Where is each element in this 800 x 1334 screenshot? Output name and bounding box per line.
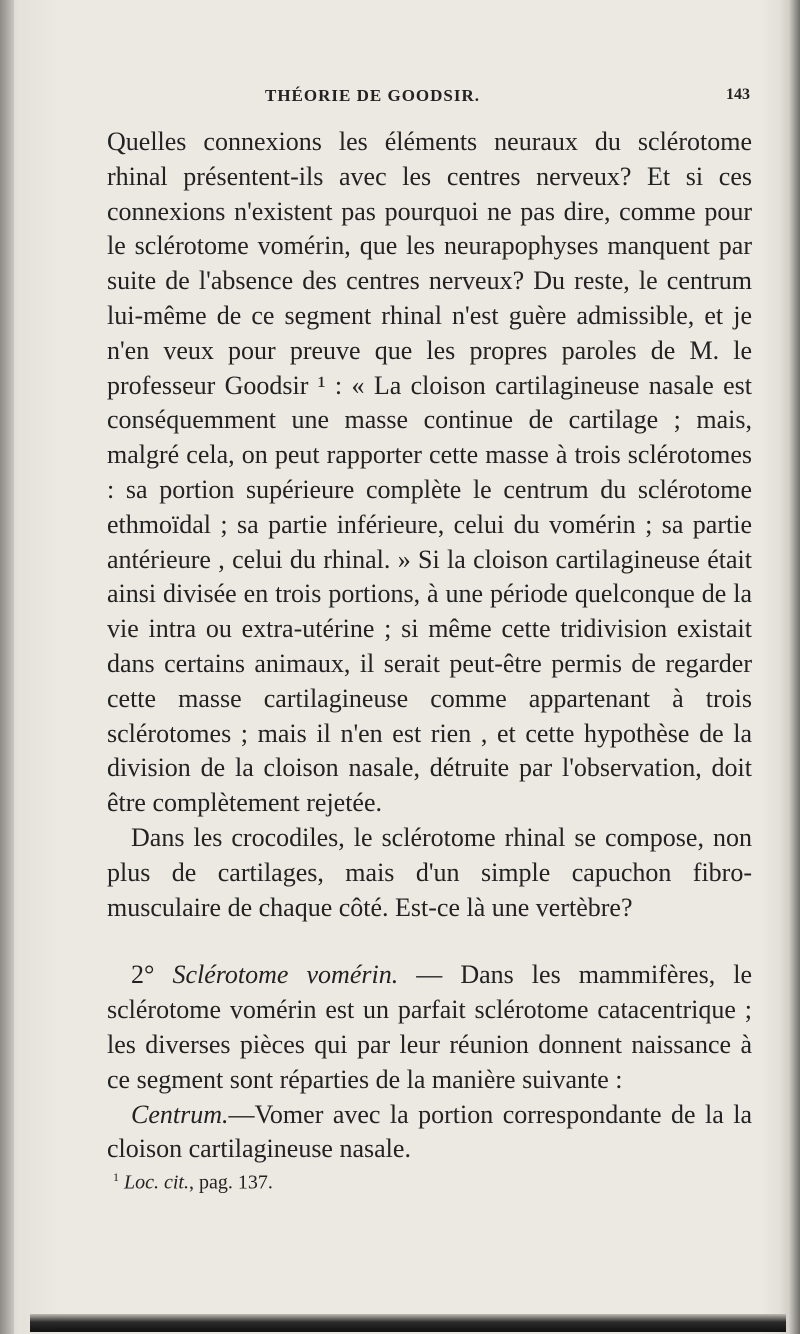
- paragraph-crocodiles: Dans les crocodiles, le sclérotome rhinal se compose, non plus de cartilages, mais d'un simple capuchon fibro-musculaire de chaque côté. Est-ce là une vertèbre?: [107, 822, 752, 922]
- body-text: [107, 125, 752, 1167]
- page-bottom-edge: [30, 1314, 786, 1332]
- footnote-page-ref: , pag. 137.: [189, 1171, 273, 1194]
- section-text: — Dans les mammifères, le sclérotome vomérin est un parfait sclérotome catacentrique ; les diverses pièces qui par leur réunion donnent naissance à ce segment sont réparties de la manière suivante :: [107, 960, 753, 1094]
- paragraph-centrum: [107, 1098, 752, 1168]
- section-number: 2°: [131, 960, 155, 990]
- footnote-source: Loc. cit.: [124, 1171, 189, 1194]
- paragraph-connexions: Quelles connexions les éléments neuraux du sclérotome rhinal présentent-ils avec les centres nerveux? Et si ces connexions n'existent pas pourquoi ne pas dire, comme pour le sclérotome vomérin, que les neurapophyses manquent par suite de l'absence des centres nerveux? Du reste, le centrum lui-même de ce segment rhinal n'est guère admissible, et je n'en veux pour preuve que les propres paroles de M. le professeur Goodsir ¹ : « La cloison cartilagineuse nasale est conséquemment une masse continue de cartilage ; mais, malgré cela, on peut rapporter cette masse à trois sclérotomes : sa portion supérieure complète le centrum du sclérotome ethmoïdal ; sa partie inférieure, celui du vomérin ; sa partie antérieure , celui du rhinal. » Si la cloison cartilagineuse était ainsi divisée en trois portions, à une période quelconque de la vie intra ou extra-utérine ; si même cette tridivision existait dans certains animaux, il serait peut-être permis de regarder cette masse cartilagineuse comme appartenant à trois sclérotomes ; mais il n'en est rien , et cette hypothèse de la division de la cloison nasale, détruite par l'observation, doit être complètement rejetée.: [107, 127, 752, 818]
- centrum-text: —Vomer avec la portion correspondante de la la cloison cartilagineuse nasale.: [107, 1099, 752, 1164]
- running-title: THÉORIE DE GOODSIR.: [265, 86, 481, 105]
- page-header: [90, 86, 750, 110]
- section-title: Sclérotome vomérin.: [172, 960, 399, 990]
- paragraph-sclerotome-vomerin: [107, 958, 752, 1097]
- centrum-label: Centrum.: [131, 1099, 229, 1129]
- page-number: 143: [726, 86, 750, 103]
- footnote-marker: 1: [113, 1170, 119, 1184]
- page-gutter-shadow: [0, 0, 14, 1334]
- page-edge-shadow: [788, 0, 800, 1334]
- footnote: [113, 1170, 273, 1195]
